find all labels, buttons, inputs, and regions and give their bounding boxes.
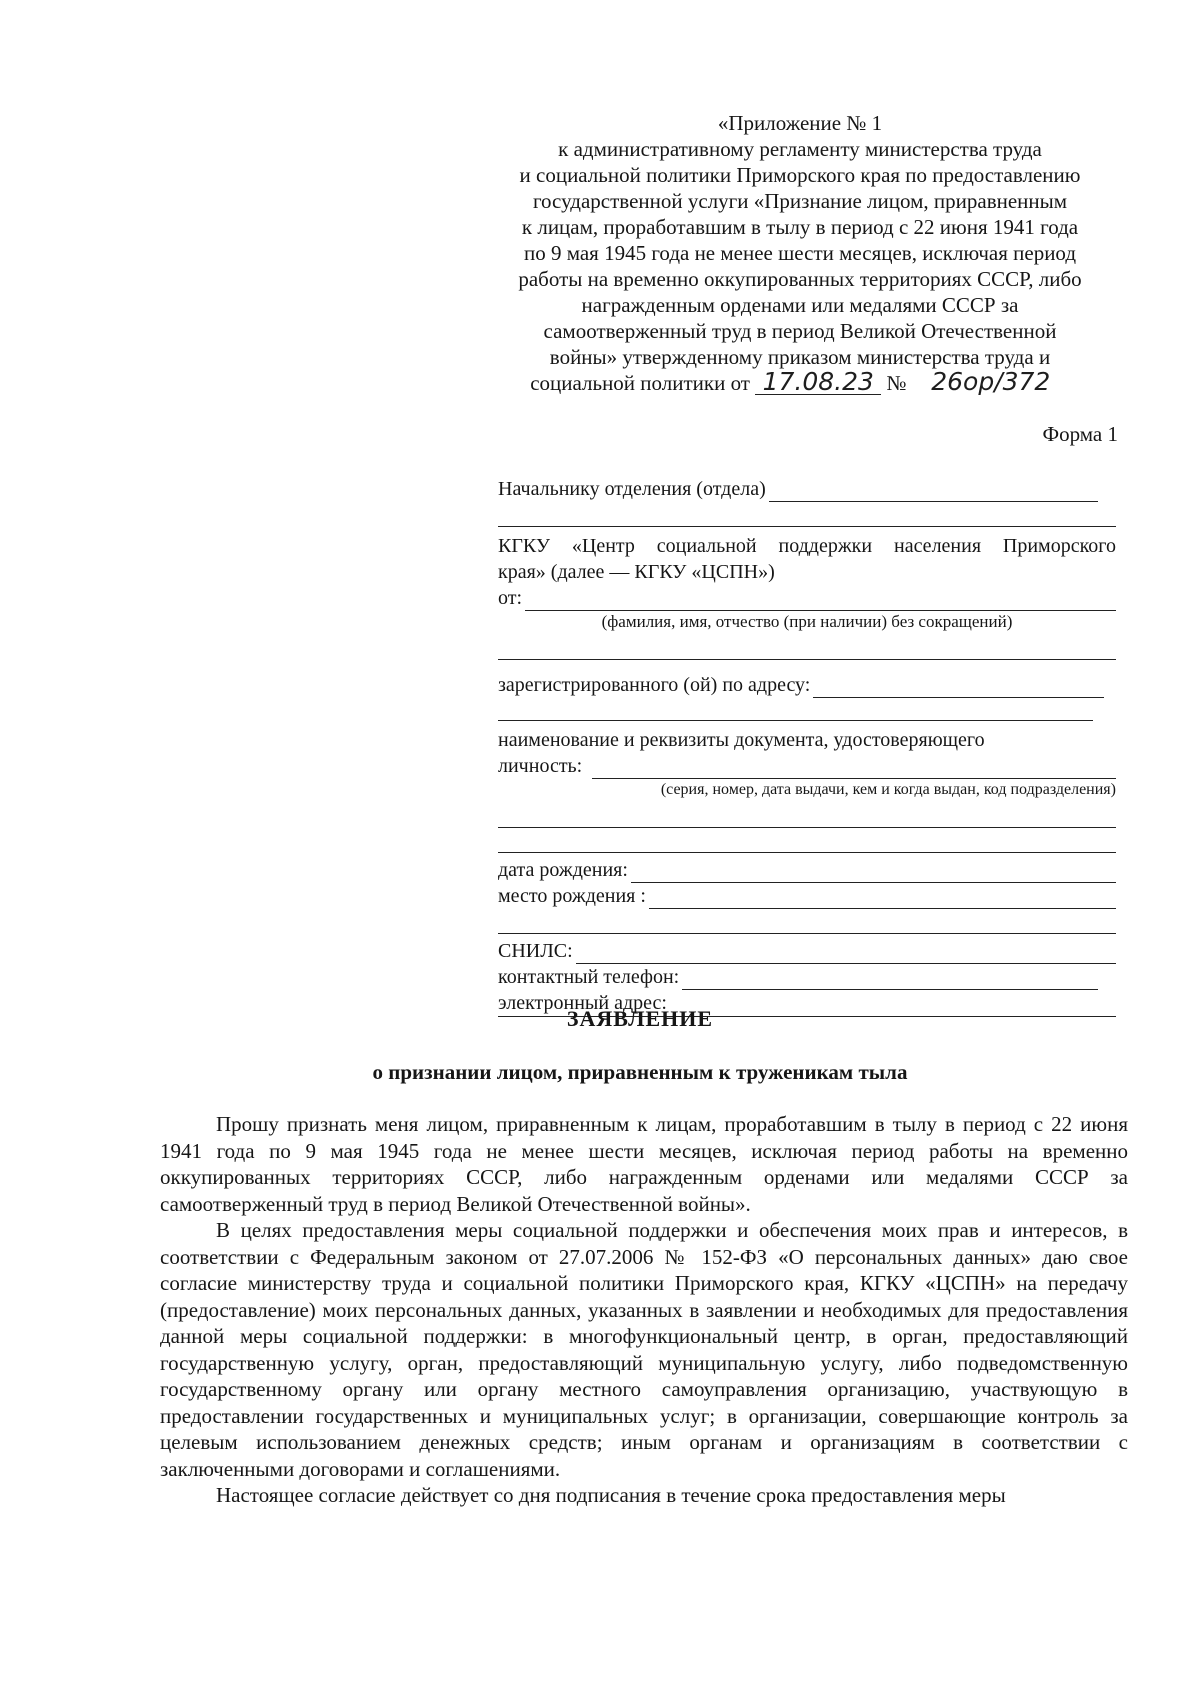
head-extra-field[interactable] (498, 506, 1116, 527)
from-label: от: (498, 587, 523, 609)
appendix-line: к административному регламенту министерства труда (558, 137, 1042, 161)
body-paragraph: В целях предоставления меры социальной поддержки и обеспечения моих прав и интересов, в соответствии с Федеральным законом от 27.07.2006 № 152-ФЗ «О персональных данных» даю свое согласие министерству труда и социальной политики Приморского края, КГКУ «ЦСПН» на передачу (предоставление) моих персональных данных, указанных в заявлении и необходимых для предоставления данной меры социальной поддержки: в многофункциональный центр, в орган, предоставляющий государственную услугу, орган, предоставляющий муниципальную услугу, либо подведомственную государственному органу или органу местного самоуправления организацию, участвующую в предоставлении государственных и муниципальных услуг; в организации, совершающие контроль за целевым использованием денежных средств; иным органам и организациям в соответствии с заключенными договорами и соглашениями. (160, 1218, 1128, 1481)
name-extra-field[interactable] (498, 639, 1116, 660)
birth-place-field[interactable] (649, 888, 1116, 909)
appendix-line: работы на временно оккупированных территориях СССР, либо (518, 267, 1082, 291)
address-row (498, 672, 1104, 698)
name-caption: (фамилия, имя, отчество (при наличии) без сокращений) (601, 612, 1013, 631)
snils-label: СНИЛС: (498, 940, 573, 962)
birth-place-row (498, 883, 1116, 909)
doc-label-line-2: личность: (498, 755, 583, 777)
org-line-1: КГКУ «Центр социальной поддержки населения Приморского (498, 535, 1116, 557)
doc-extra-field-2[interactable] (498, 832, 1116, 853)
order-number-sign: № (886, 371, 907, 395)
order-number-handwritten: 26ор/372 (931, 367, 1051, 396)
org-line-2: края» (далее — КГКУ «ЦСПН») (498, 561, 775, 583)
order-prefix: социальной политики от (530, 371, 750, 395)
head-field[interactable] (769, 481, 1098, 502)
doc-extra-field-1[interactable] (498, 807, 1116, 828)
doc-row (498, 753, 1116, 779)
from-row (498, 585, 1116, 611)
address-field[interactable] (813, 677, 1104, 698)
doc-label-line-1: наименование и реквизиты документа, удостоверяющего (498, 729, 985, 751)
snils-field[interactable] (576, 943, 1116, 964)
appendix-line: по 9 мая 1945 года не менее шести месяцев, исключая период (523, 241, 1077, 265)
birth-place-extra-field[interactable] (498, 913, 1116, 934)
doc-caption: (серия, номер, дата выдачи, кем и когда выдан, код подразделения) (660, 781, 1116, 798)
birth-date-row (498, 857, 1116, 883)
phone-label: контактный телефон: (498, 966, 680, 988)
appendix-line: «Приложение № 1 (717, 111, 883, 135)
birth-date-label: дата рождения: (498, 859, 628, 881)
email-label: электронный адрес: (498, 992, 667, 1014)
form-number: Форма 1 (1042, 422, 1118, 446)
appendix-line: самоотверженный труд в период Великой Отечественной (543, 319, 1057, 343)
birth-date-field[interactable] (631, 862, 1116, 883)
appendix-line: награжденным орденами или медалями СССР за (581, 293, 1019, 317)
phone-field[interactable] (682, 969, 1098, 990)
appendix-header (450, 110, 1150, 396)
address-extra-field[interactable] (498, 700, 1093, 721)
order-line (450, 367, 1150, 396)
head-row (498, 476, 1098, 502)
order-date-handwritten: 17.08.23 (755, 370, 881, 395)
appendix-line: к лицам, проработавшим в тылу в период с 22 июня 1941 года (521, 215, 1079, 239)
addressee-block (498, 476, 1116, 1017)
appendix-line: государственной услуги «Признание лицом, приравненным (532, 189, 1068, 213)
document-title: ЗАЯВЛЕНИЕ (566, 1006, 714, 1031)
snils-row (498, 938, 1116, 964)
appendix-line: войны» утвержденному приказом министерства труда и (549, 345, 1051, 369)
address-label: зарегистрированного (ой) по адресу: (498, 674, 811, 696)
phone-row (498, 964, 1098, 990)
body-paragraph: Настоящее согласие действует со дня подписания в течение срока предоставления меры (216, 1483, 1006, 1507)
body-paragraph: Прошу признать меня лицом, приравненным к лицам, проработавшим в тылу в период с 22 июня 1941 года по 9 мая 1945 года не менее шести месяцев, исключая период работы на временно оккупированных территориях СССР, либо награжденным орденами или медалями СССР за самоотверженный труд в период Великой Отечественной войны». (160, 1112, 1128, 1216)
document-subtitle: о признании лицом, приравненным к труженикам тыла (372, 1060, 908, 1084)
appendix-line: и социальной политики Приморского края по предоставлению (519, 163, 1081, 187)
head-label: Начальнику отделения (отдела) (498, 478, 766, 500)
birth-place-label: место рождения : (498, 885, 646, 907)
document-body (160, 1111, 1128, 1509)
identity-document-field[interactable] (592, 758, 1116, 779)
applicant-name-field[interactable] (525, 590, 1116, 611)
